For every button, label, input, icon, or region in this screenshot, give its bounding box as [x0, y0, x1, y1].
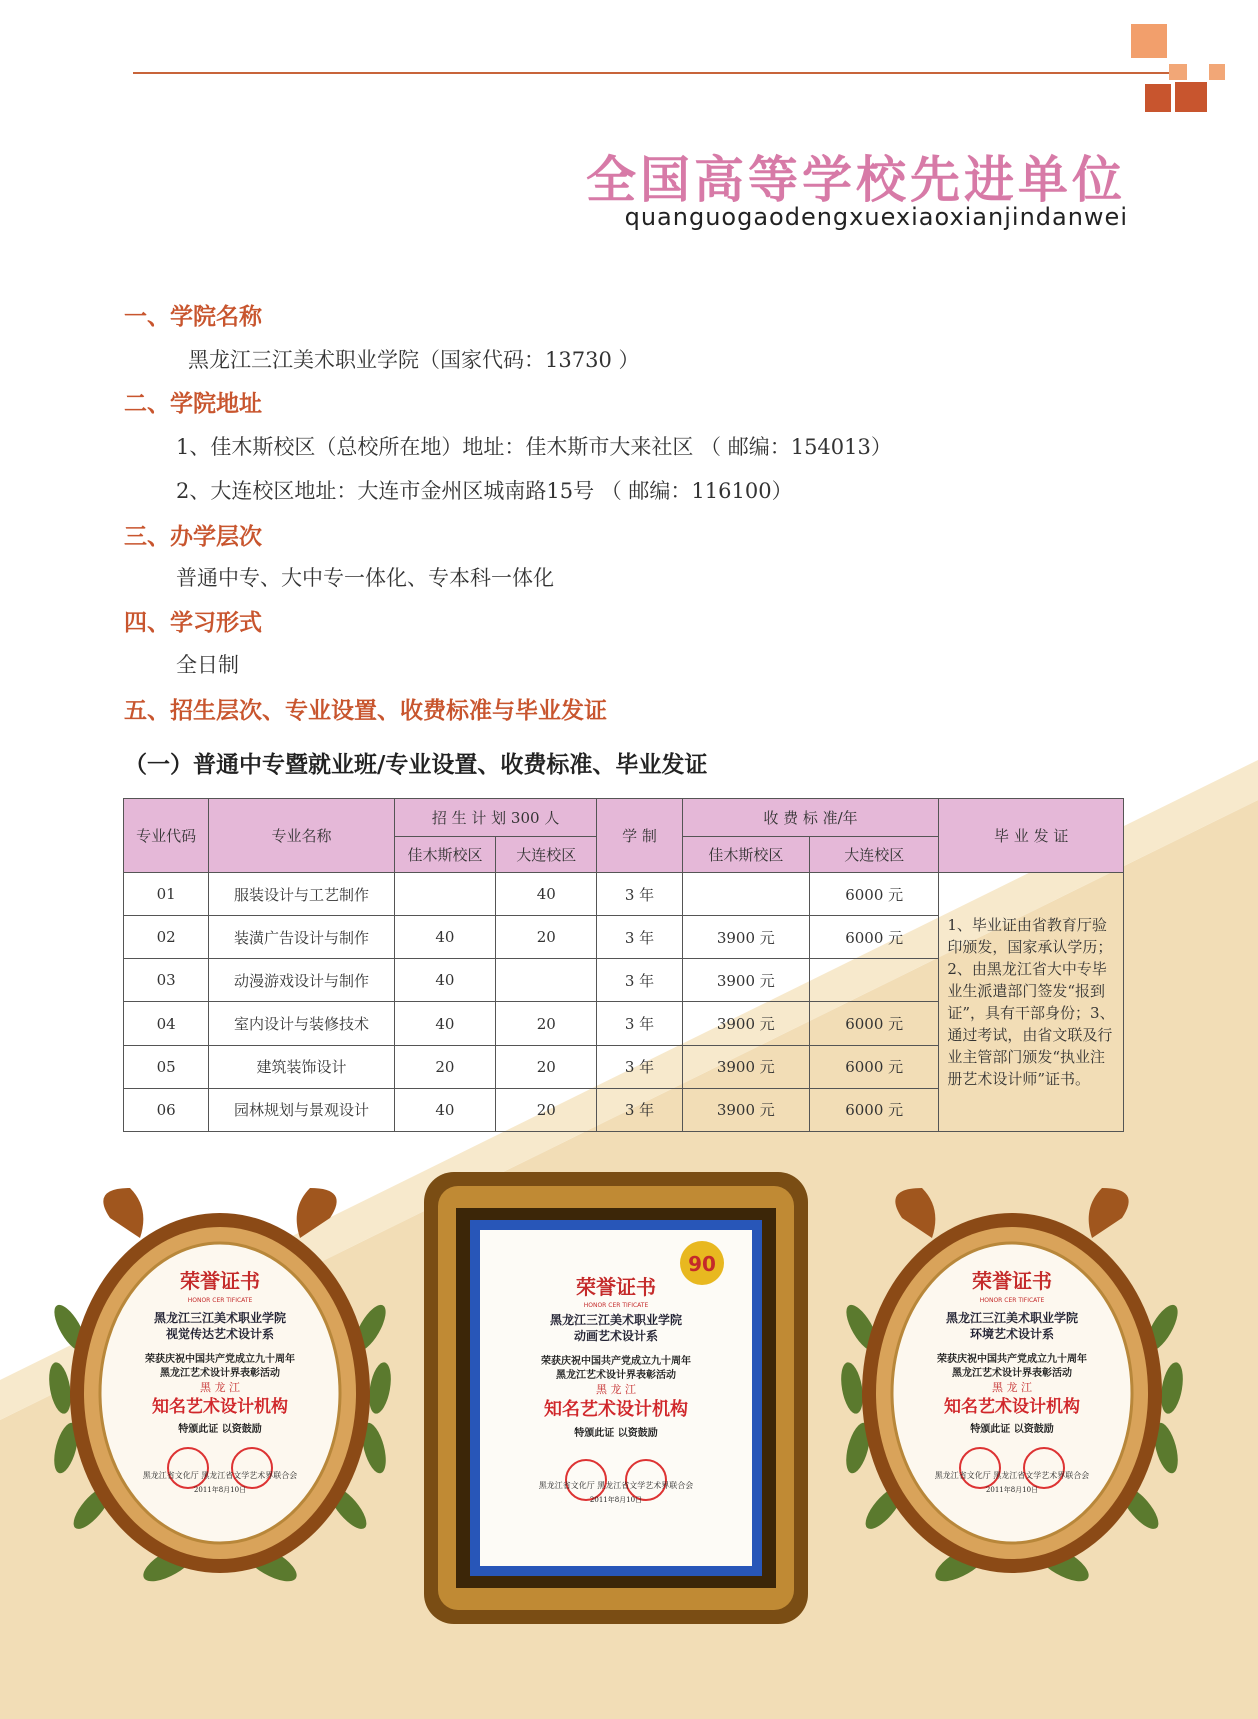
cell-plan-dalian: 20: [496, 1045, 597, 1088]
cell-fee-jiamusi: [682, 873, 809, 916]
honor-certificate-left: [30, 1178, 410, 1598]
header-name: 专业名称: [209, 799, 395, 873]
cell-fee-jiamusi: 3900 元: [682, 1045, 809, 1088]
header-fee-jiamusi: 佳木斯校区: [682, 837, 809, 873]
cell-plan-jiamusi: 40: [394, 916, 495, 959]
cell-plan-dalian: 20: [496, 1002, 597, 1045]
cell-system: 3 年: [597, 873, 682, 916]
address-dalian: 2、大连校区地址：大连市金州区城南路15号 （ 邮编：116100）: [176, 479, 793, 503]
cell-plan-dalian: [496, 959, 597, 1002]
cell-code: 03: [124, 959, 209, 1002]
header-cert: 毕 业 发 证: [939, 799, 1124, 873]
cert-region: 黑 龙 江: [992, 1381, 1032, 1394]
cell-system: 3 年: [597, 959, 682, 1002]
section-heading-levels: 三、办学层次: [124, 523, 262, 550]
cert-line2: 黑龙江艺术设计界表彰活动: [952, 1368, 1072, 1379]
cell-fee-dalian: 6000 元: [810, 916, 939, 959]
page-subtitle-pinyin: quanguogaodengxuexiaoxianjindanwei: [624, 203, 1128, 231]
cell-plan-jiamusi: 40: [394, 1002, 495, 1045]
header-plan: 招 生 计 划 300 人: [394, 799, 597, 837]
cert-award: 知名艺术设计机构: [944, 1397, 1080, 1417]
cell-plan-jiamusi: 20: [394, 1045, 495, 1088]
college-name: 黑龙江三江美术职业学院（国家代码：13730 ）: [188, 348, 640, 372]
cell-plan-dalian: 40: [496, 873, 597, 916]
cert-org: 黑龙江三江美术职业学院: [153, 1311, 287, 1325]
cert-date: 2011年8月10日: [985, 1486, 1039, 1494]
cert-title: 荣誉证书: [180, 1269, 260, 1293]
cert-title-en: HONOR CER TIFICATE: [979, 1297, 1045, 1304]
cert-title-en: HONOR CER TIFICATE: [187, 1297, 253, 1304]
cell-code: 01: [124, 873, 209, 916]
cert-issuer: 黑龙江省文化厅 黑龙江省文学艺术界联合会: [142, 1471, 298, 1480]
cell-code: 04: [124, 1002, 209, 1045]
cert-line1: 荣获庆祝中国共产党成立九十周年: [541, 1356, 691, 1367]
cell-name: 服装设计与工艺制作: [209, 873, 395, 916]
cell-fee-dalian: 6000 元: [810, 1088, 939, 1131]
cell-fee-dalian: 6000 元: [810, 873, 939, 916]
cell-name: 室内设计与装修技术: [209, 1002, 395, 1045]
header-fee-dalian: 大连校区: [810, 837, 939, 873]
cert-date: 2011年8月10日: [193, 1486, 247, 1494]
page-title: 全国高等学校先进单位: [586, 151, 1126, 209]
section-heading-study-form: 四、学习形式: [124, 609, 262, 636]
cell-fee-dalian: [810, 959, 939, 1002]
cell-system: 3 年: [597, 1045, 682, 1088]
cell-fee-jiamusi: 3900 元: [682, 959, 809, 1002]
honor-certificate-right: [822, 1178, 1202, 1598]
corner-square-decoration: [1145, 84, 1171, 112]
cert-dept: 环境艺术设计系: [969, 1327, 1055, 1341]
cert-title: 荣誉证书: [972, 1269, 1052, 1293]
fee-table: [123, 798, 1124, 1132]
cell-plan-dalian: 20: [496, 916, 597, 959]
levels-text: 普通中专、大中专一体化、专本科一体化: [176, 566, 554, 590]
cert-issuer: 黑龙江省文化厅 黑龙江省文学艺术界联合会: [934, 1471, 1090, 1480]
cell-code: 05: [124, 1045, 209, 1088]
header-code: 专业代码: [124, 799, 209, 873]
cell-fee-jiamusi: 3900 元: [682, 916, 809, 959]
cell-system: 3 年: [597, 1088, 682, 1131]
header-plan-dalian: 大连校区: [496, 837, 597, 873]
cert-line2: 黑龙江艺术设计界表彰活动: [556, 1370, 676, 1381]
corner-square-decoration: [1131, 24, 1167, 58]
cell-name: 建筑装饰设计: [209, 1045, 395, 1088]
header-plan-jiamusi: 佳木斯校区: [394, 837, 495, 873]
study-form-text: 全日制: [176, 653, 239, 677]
table-subheading: （一）普通中专暨就业班/专业设置、收费标准、毕业发证: [124, 751, 708, 778]
cert-line3: 特颁此证 以资鼓励: [970, 1424, 1054, 1435]
cert-date: 2011年8月10日: [589, 1496, 643, 1504]
cell-name: 动漫游戏设计与制作: [209, 959, 395, 1002]
corner-square-decoration: [1209, 64, 1225, 80]
cert-dept: 动画艺术设计系: [573, 1329, 659, 1343]
cert-line3: 特颁此证 以资鼓励: [574, 1428, 658, 1439]
corner-square-decoration: [1169, 64, 1187, 80]
cell-plan-dalian: 20: [496, 1088, 597, 1131]
cert-title-en: HONOR CER TIFICATE: [583, 1302, 649, 1309]
cell-fee-dalian: 6000 元: [810, 1045, 939, 1088]
cell-fee-jiamusi: 3900 元: [682, 1088, 809, 1131]
cert-region: 黑 龙 江: [596, 1383, 636, 1396]
cert-issuer: 黑龙江省文化厅 黑龙江省文学艺术界联合会: [538, 1481, 694, 1490]
cell-system: 3 年: [597, 916, 682, 959]
cell-system: 3 年: [597, 1002, 682, 1045]
cert-title: 荣誉证书: [576, 1275, 656, 1299]
cell-plan-jiamusi: [394, 873, 495, 916]
header-system: 学 制: [597, 799, 682, 873]
cert-line2: 黑龙江艺术设计界表彰活动: [160, 1368, 280, 1379]
section-heading-enrollment: 五、招生层次、专业设置、收费标准与毕业发证: [124, 697, 607, 724]
table-row: [124, 873, 1124, 916]
top-rule: [133, 72, 1173, 74]
cert-line1: 荣获庆祝中国共产党成立九十周年: [145, 1354, 295, 1365]
cell-name: 装潢广告设计与制作: [209, 916, 395, 959]
address-jiamusi: 1、佳木斯校区（总校所在地）地址：佳木斯市大来社区 （ 邮编：154013）: [176, 435, 892, 459]
corner-square-decoration: [1175, 82, 1207, 112]
cert-org: 黑龙江三江美术职业学院: [945, 1311, 1079, 1325]
cell-plan-jiamusi: 40: [394, 959, 495, 1002]
section-heading-name: 一、学院名称: [124, 303, 262, 330]
cert-line3: 特颁此证 以资鼓励: [178, 1424, 262, 1435]
cert-org: 黑龙江三江美术职业学院: [549, 1313, 683, 1327]
cell-name: 园林规划与景观设计: [209, 1088, 395, 1131]
badge-number: 90: [688, 1252, 716, 1276]
cert-region: 黑 龙 江: [200, 1381, 240, 1394]
cell-fee-dalian: 6000 元: [810, 1002, 939, 1045]
cell-code: 02: [124, 916, 209, 959]
cell-cert-note: 1、毕业证由省教育厅验印颁发，国家承认学历；2、由黑龙江省大中专毕业生派遣部门签发“报到证”，具有干部身份；3、通过考试，由省文联及行业主管部门颁发“执业注册艺术设计师”证书。: [939, 873, 1124, 1132]
cell-fee-jiamusi: 3900 元: [682, 1002, 809, 1045]
cell-plan-jiamusi: 40: [394, 1088, 495, 1131]
cert-award: 知名艺术设计机构: [544, 1399, 688, 1420]
section-heading-address: 二、学院地址: [124, 390, 262, 417]
cell-code: 06: [124, 1088, 209, 1131]
cert-award: 知名艺术设计机构: [152, 1397, 288, 1417]
header-fee: 收 费 标 准/年: [682, 799, 939, 837]
honor-certificate-middle: [420, 1168, 812, 1628]
cert-line1: 荣获庆祝中国共产党成立九十周年: [937, 1354, 1087, 1365]
cert-dept: 视觉传达艺术设计系: [165, 1327, 275, 1341]
